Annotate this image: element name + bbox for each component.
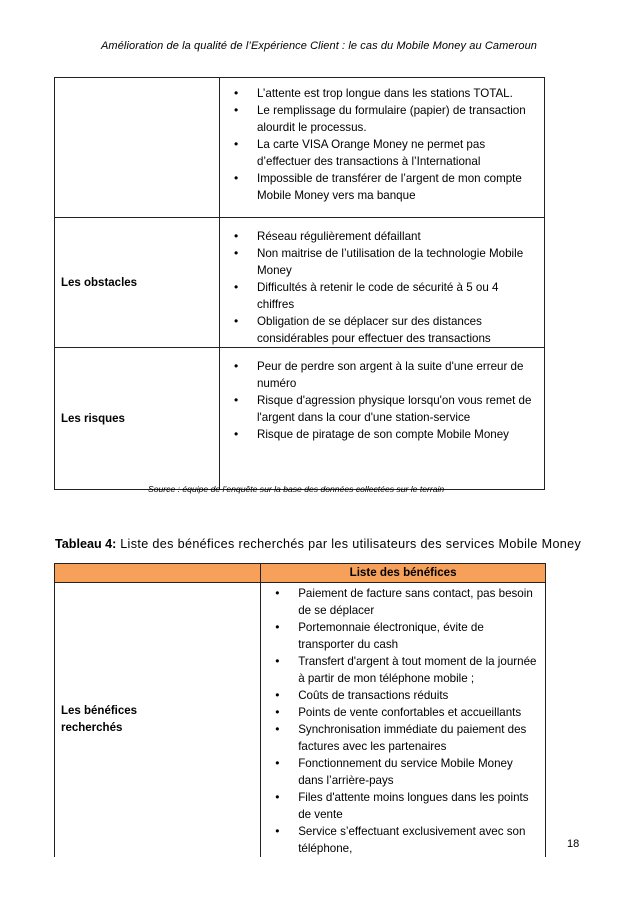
- table-source-note: Source : équipe de l’enquête sur la base des données collectées sur le terrain: [148, 484, 445, 494]
- table-row: [55, 78, 545, 218]
- bullet-list: [220, 358, 544, 443]
- table-header-row: [55, 564, 546, 583]
- list-item: • Coûts de transactions réduits: [261, 687, 545, 704]
- list-item: • Risque d'agression physique lorsqu'on vous remet de l'argent dans la cour d'une station-service: [220, 392, 544, 426]
- list-item: • Service s’effectuant exclusivement avec son téléphone,: [261, 823, 545, 857]
- list-item: • Points de vente confortables et accueillants: [261, 704, 545, 721]
- list-item: • Portemonnaie électronique, évite de transporter du cash: [261, 619, 545, 653]
- list-item: • Difficultés à retenir le code de sécurité à 5 ou 4 chiffres: [220, 279, 544, 313]
- bullet-list: [220, 228, 544, 347]
- table-row: [55, 348, 545, 490]
- list-item: • Fonctionnement du service Mobile Money dans l’arrière-pays: [261, 755, 545, 789]
- obstacles-risks-table: [54, 77, 545, 490]
- list-item: • Risque de piratage de son compte Mobile Money: [220, 426, 544, 443]
- list-item: • Peur de perdre son argent à la suite d'une erreur de numéro: [220, 358, 544, 392]
- list-item: • Paiement de facture sans contact, pas besoin de se déplacer: [261, 585, 545, 619]
- list-item: • Files d'attente moins longues dans les points de vente: [261, 789, 545, 823]
- table-caption: [55, 537, 581, 551]
- list-item: • Obligation de se déplacer sur des distances considérables pour effectuer des transactions: [220, 313, 544, 347]
- bullet-list: [261, 585, 545, 857]
- bullet-list: [220, 85, 544, 204]
- row-label: [55, 78, 220, 218]
- table-row: [55, 218, 545, 348]
- table-row: [55, 583, 546, 858]
- list-item: • Impossible de transférer de l’argent de mon compte Mobile Money vers ma banque: [220, 170, 544, 204]
- list-item: • Réseau régulièrement défaillant: [220, 228, 544, 245]
- list-item: • Synchronisation immédiate du paiement des factures avec les partenaires: [261, 721, 545, 755]
- row-label-risques: Les risques: [55, 348, 220, 490]
- list-item: • Non maitrise de l’utilisation de la technologie Mobile Money: [220, 245, 544, 279]
- running-header: Amélioration de la qualité de l’Expérience Client : le cas du Mobile Money au Cameroun: [101, 40, 537, 52]
- page-number: 18: [567, 838, 580, 850]
- list-item: • L’attente est trop longue dans les stations TOTAL.: [220, 85, 544, 102]
- benefits-table: [54, 563, 546, 857]
- caption-text: Liste des bénéfices recherchés par les utilisateurs des services Mobile Money: [116, 537, 582, 551]
- list-item: • Le remplissage du formulaire (papier) de transaction alourdit le processus.: [220, 102, 544, 136]
- caption-label: Tableau 4:: [55, 537, 117, 551]
- row-label-obstacles: Les obstacles: [55, 218, 220, 348]
- column-header: Liste des bénéfices: [261, 564, 546, 583]
- list-item: • La carte VISA Orange Money ne permet pas d’effectuer des transactions à l’International: [220, 136, 544, 170]
- row-label-benefices: Les bénéfices recherchés: [55, 583, 261, 858]
- list-item: • Transfert d'argent à tout moment de la journée à partir de mon téléphone mobile ;: [261, 653, 545, 687]
